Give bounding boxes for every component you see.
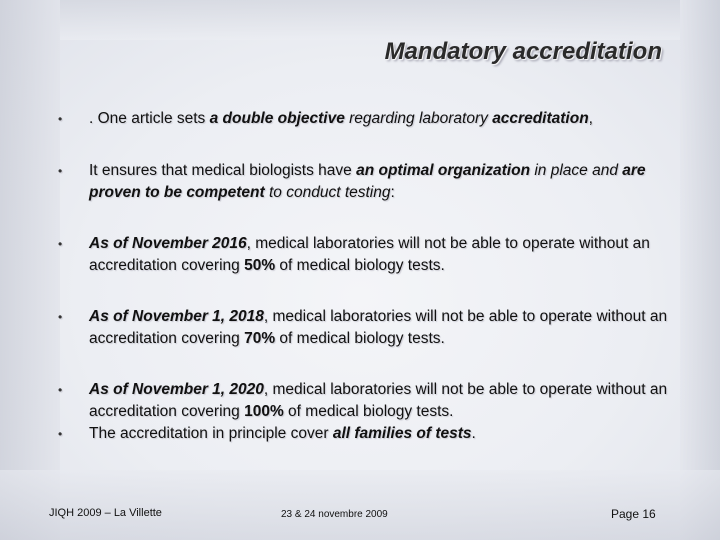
bullet-segment: 70% — [244, 330, 276, 347]
bullet-segment: , — [588, 110, 593, 127]
bullet-segment: As of November 1, 2020 — [89, 381, 264, 398]
bullet-segment: an optimal organization — [356, 162, 531, 179]
bullet-segment: As of November 2016 — [89, 235, 247, 252]
bullet-text — [89, 308, 667, 347]
bullet-segment: accreditation — [492, 110, 589, 127]
bullet-segment: regarding laboratory — [344, 110, 493, 127]
bullet-marker: • — [58, 310, 63, 324]
bullet-segment: all families of tests — [332, 425, 472, 442]
bullet-item — [58, 108, 678, 130]
footer-page-number: Page 16 — [611, 507, 656, 521]
bullet-text — [89, 425, 476, 442]
bullet-segment: in place and — [530, 162, 623, 179]
bullet-marker: • — [58, 383, 63, 397]
bullet-item — [58, 160, 678, 204]
background-panel-top — [60, 0, 680, 40]
bullet-item — [58, 306, 678, 350]
bullet-segment: of medical biology tests. — [283, 403, 454, 420]
bullet-segment: 50% — [244, 257, 276, 274]
bullet-item — [58, 379, 678, 423]
bullet-segment: : — [390, 184, 395, 201]
bullet-segment: a double objective — [209, 110, 345, 127]
bullet-marker: • — [58, 237, 63, 251]
bullet-segment: . — [471, 425, 476, 442]
bullet-segment: to conduct testing — [264, 184, 391, 201]
bullet-text — [89, 381, 667, 420]
footer-date: 23 & 24 novembre 2009 — [281, 509, 388, 520]
background-panel-left — [0, 0, 63, 540]
bullet-marker: • — [58, 427, 63, 441]
bullet-item — [58, 423, 678, 445]
bullet-list — [58, 108, 678, 445]
bullet-segment: It ensures that medical biologists have — [89, 162, 357, 179]
bullet-segment: of medical biology tests. — [275, 330, 445, 347]
bullet-text — [89, 235, 650, 274]
bullet-segment: 100% — [244, 403, 284, 420]
bullet-segment: The accreditation in principle cover — [89, 425, 333, 442]
bullet-marker: • — [58, 164, 63, 178]
bullet-segment: are proven to be competent — [89, 162, 646, 201]
bullet-segment: , medical laboratories will not be able to operate without an accreditation covering — [89, 381, 668, 420]
bullet-segment: of medical biology tests. — [275, 257, 445, 274]
bullet-segment: . One article sets — [89, 110, 210, 127]
bullet-segment: As of November 1, 2018 — [89, 308, 264, 325]
bullet-segment: , medical laboratories will not be able to operate without an accreditation covering — [89, 308, 668, 347]
bullet-text — [89, 162, 646, 201]
bullet-item — [58, 233, 678, 277]
background-panel-right — [680, 0, 720, 540]
background-panel-bottom — [0, 470, 720, 540]
slide-title: Mandatory accreditation — [384, 38, 662, 65]
bullet-segment: , medical laboratories will not be able to operate without an accreditation covering — [89, 235, 650, 274]
footer-event: JIQH 2009 – La Villette — [49, 507, 162, 519]
bullet-text — [89, 110, 593, 127]
bullet-marker: • — [58, 112, 63, 126]
